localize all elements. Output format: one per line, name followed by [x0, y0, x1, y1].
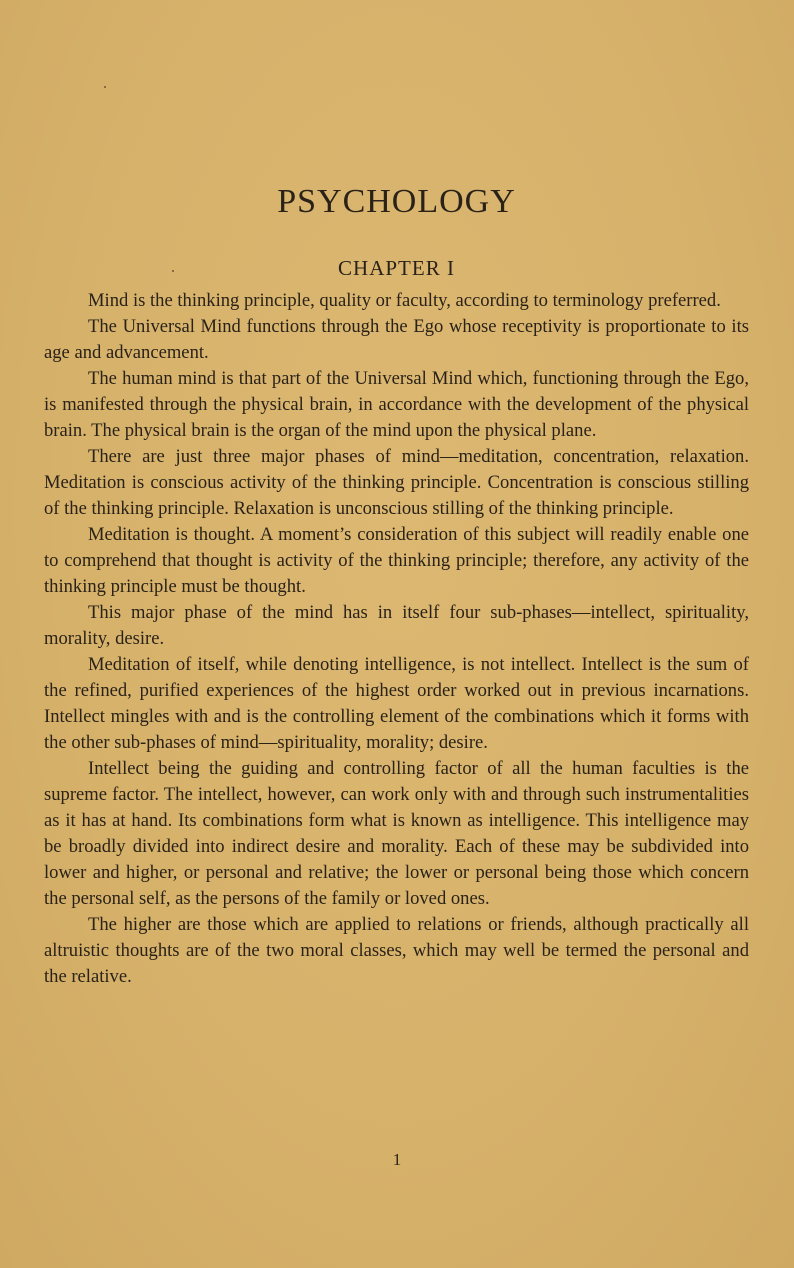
paragraph: The human mind is that part of the Universal Mind which, functioning through the Ego, is manifested through the physical brain, in accordance with the development of the physical brain. The physical brain is the organ of the mind upon the physical plane.	[44, 368, 749, 441]
chapter-title: CHAPTER I	[338, 256, 455, 280]
page-text	[44, 180, 749, 990]
paragraph: This major phase of the mind has in itself four sub-phases—intellect, spirituality, morality, desire.	[44, 602, 749, 649]
paragraph: The Universal Mind functions through the Ego whose receptivity is proportionate to its age and advancement.	[44, 316, 749, 363]
paragraph: The higher are those which are applied to relations or friends, although practically all altruistic thoughts are of the two moral classes, which may well be termed the personal and the relative.	[44, 914, 749, 987]
paragraph: Meditation of itself, while denoting intelligence, is not intellect. Intellect is the sum of the refined, purified experiences of the highest order worked out in previous incarnations. Intellect mingles with and is the controlling element of the combinations which it forms with the other sub-phases of mind—spirituality, morality; desire.	[44, 654, 749, 753]
book-title: PSYCHOLOGY	[277, 183, 516, 220]
page-number: 1	[392, 1150, 402, 1169]
paragraph: Intellect being the guiding and controlling factor of all the human faculties is the supreme factor. The intellect, however, can work only with and through such instrumentalities as it has at hand. Its combinations form what is known as intelligence. This intelligence may be broadly divided into indirect desire and morality. Each of these may be subdivided into lower and higher, or personal and relative; the lower or personal being those which concern the personal self, as the persons of the family or loved ones.	[44, 758, 749, 909]
paragraph: There are just three major phases of mind—meditation, concentration, relaxation. Meditation is conscious activity of the thinking principle. Concentration is conscious stilling of the thinking principle. Relaxation is unconscious stilling of the thinking principle.	[44, 446, 749, 519]
paper-speck	[104, 86, 106, 88]
paragraph: Meditation is thought. A moment’s consideration of this subject will readily enable one to comprehend that thought is activity of the thinking principle; therefore, any activity of the thinking principle must be thought.	[44, 524, 749, 597]
paragraph: Mind is the thinking principle, quality or faculty, according to terminology preferred.	[88, 290, 721, 311]
